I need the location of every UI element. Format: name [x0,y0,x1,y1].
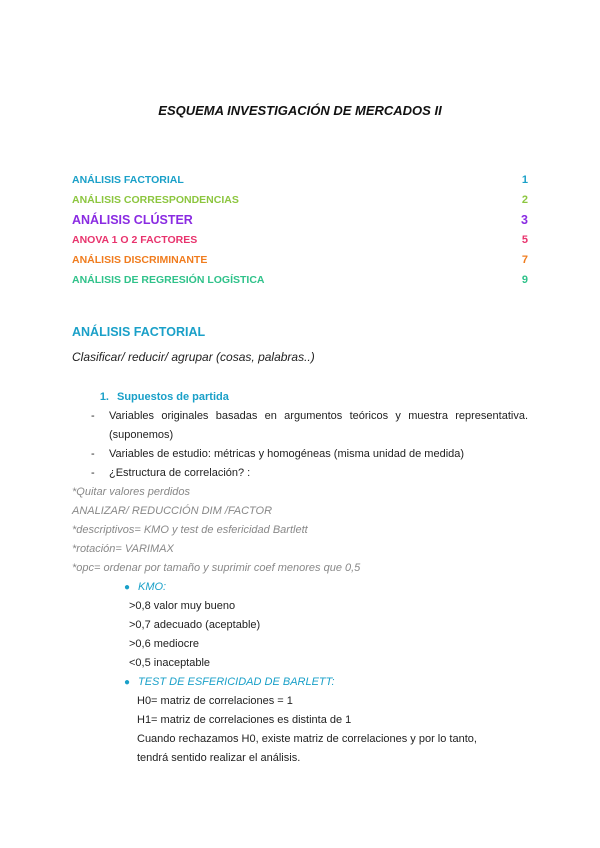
list-number: 1. [99,391,109,403]
toc-entry-page: 2 [521,194,528,206]
bartlett-line: H0= matriz de correlaciones = 1 [137,695,293,707]
toc-entry-label: ANÁLISIS CORRESPONDENCIAS [72,194,239,206]
numbered-heading [72,388,528,407]
toc-entry-page: 5 [521,234,528,246]
bullet-dot-icon: ● [123,677,130,688]
note-line: *opc= ordenar por tamaño y suprimir coef menores que 0,5 [72,562,361,574]
dash-marker: - [91,467,95,479]
bullet-item-bartlett [72,673,528,692]
dash-marker: - [91,448,95,460]
bullet-label: TEST DE ESFERICIDAD DE BARLETT: [138,676,335,688]
bullet-dot-icon: ● [123,582,130,593]
bullet-label: KMO: [138,581,167,593]
toc-entry-discriminante[interactable] [72,250,528,270]
toc-entry-page: 3 [521,213,528,227]
section-body [72,388,528,768]
section-heading: ANÁLISIS FACTORIAL [72,325,206,339]
toc-entry-regresion-logistica[interactable] [72,270,528,290]
dash-list-item [72,407,528,445]
dash-item-text: Variables originales basadas en argumentos teóricos y muestra representativa. (suponemos) [109,410,528,441]
bullet-item-kmo [72,578,528,597]
toc-entry-label: ANOVA 1 O 2 FACTORES [72,234,198,246]
kmo-line: >0,8 valor muy bueno [129,600,236,612]
list-heading-text: Supuestos de partida [117,391,229,403]
table-of-contents [72,170,528,290]
bartlett-line: Cuando rechazamos H0, existe matriz de correlaciones y por lo tanto, [137,733,477,745]
toc-entry-anova[interactable] [72,230,528,250]
note-line: *descriptivos= KMO y test de esfericidad Bartlett [72,524,308,536]
dash-item-text: ¿Estructura de correlación? : [109,467,251,479]
toc-entry-page: 9 [521,274,528,286]
kmo-line: <0,5 inaceptable [129,657,211,669]
toc-entry-factorial[interactable] [72,170,528,190]
kmo-line: >0,7 adecuado (aceptable) [129,619,261,631]
note-line: *rotación= VARIMAX [72,543,174,555]
dash-list-item [72,445,528,464]
kmo-line: >0,6 mediocre [129,638,200,650]
toc-entry-page: 1 [521,174,528,186]
section-subtitle: Clasificar/ reducir/ agrupar (cosas, palabras..) [72,350,315,364]
toc-entry-label: ANÁLISIS DE REGRESIÓN LOGÍSTICA [72,274,265,286]
document-title: ESQUEMA INVESTIGACIÓN DE MERCADOS II [158,103,442,118]
dash-item-text: Variables de estudio: métricas y homogéneas (misma unidad de medida) [109,448,465,460]
toc-entry-label: ANÁLISIS FACTORIAL [72,174,184,186]
note-line: *Quitar valores perdidos [72,486,191,498]
toc-entry-label: ANÁLISIS DISCRIMINANTE [72,254,208,266]
bartlett-line: tendrá sentido realizar el análisis. [137,752,301,764]
toc-entry-label: ANÁLISIS CLÚSTER [72,213,193,227]
note-line: ANALIZAR/ REDUCCIÓN DIM /FACTOR [72,505,273,517]
dash-marker: - [91,410,95,422]
toc-entry-page: 7 [521,254,528,266]
dash-list-item [72,464,528,483]
bartlett-line: H1= matriz de correlaciones es distinta de 1 [137,714,352,726]
toc-entry-correspondencias[interactable] [72,190,528,210]
toc-entry-cluster[interactable] [72,210,528,230]
